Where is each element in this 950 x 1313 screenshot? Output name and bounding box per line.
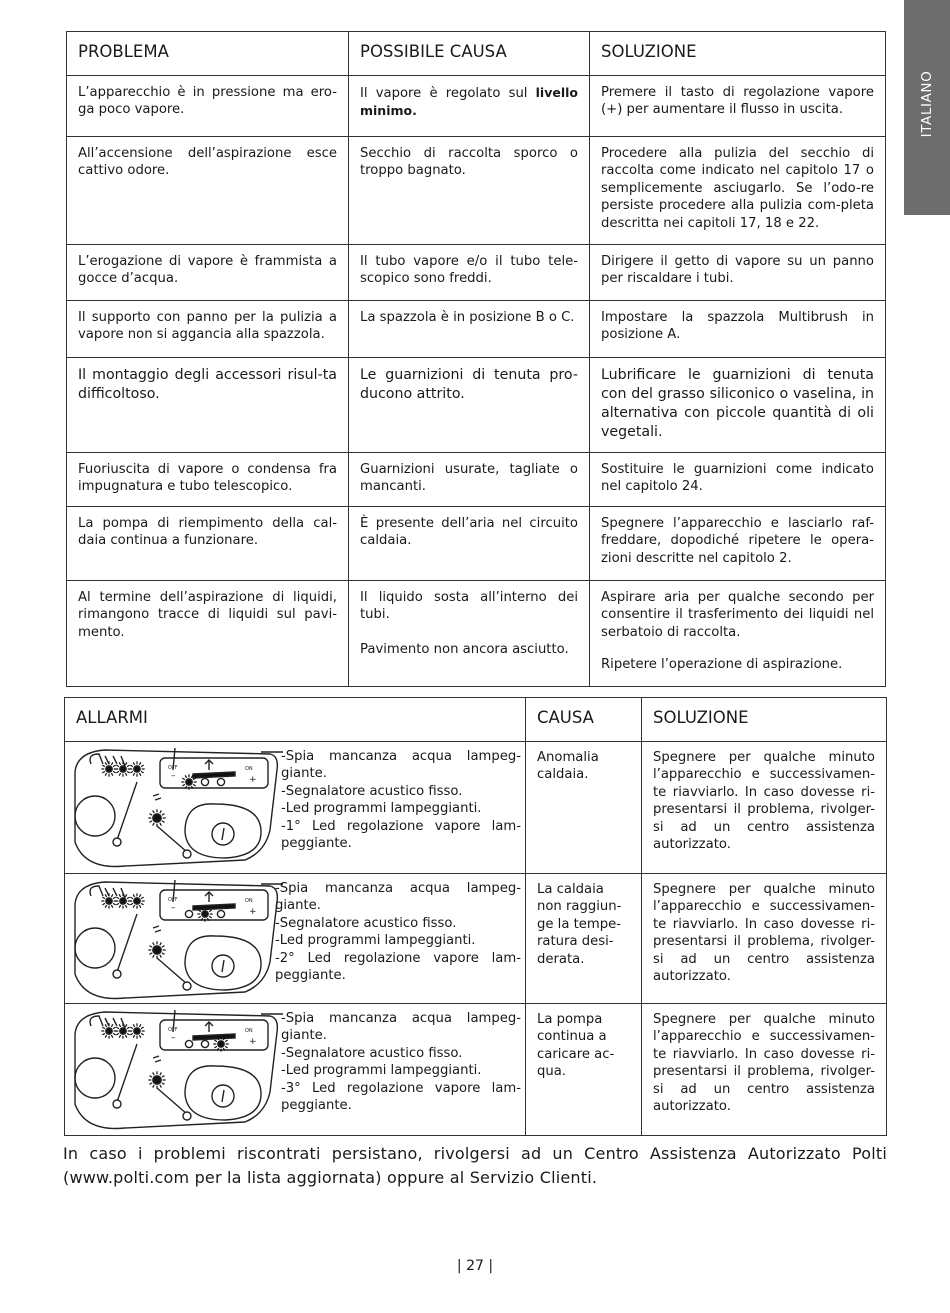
panel-off-label: OFF xyxy=(168,897,178,903)
water-warning-led-ray xyxy=(125,894,127,897)
steam-level-bar xyxy=(193,904,235,910)
alarm-cause-cell: Anomalia caldaia. xyxy=(526,742,642,874)
steam-led xyxy=(185,910,192,917)
water-warning-led-ray xyxy=(102,903,105,905)
cause-text: Il liquido sosta all’interno dei tubi. xyxy=(360,590,578,623)
alarm-row xyxy=(65,742,887,874)
problem-cell: L’apparecchio è in pressione ma ero-ga poco vapore. xyxy=(67,76,349,137)
water-warning-led-ray xyxy=(116,1027,119,1029)
steam-led-blinking-ray xyxy=(225,1046,228,1048)
water-warning-led-ray xyxy=(139,1035,141,1038)
water-warning-led xyxy=(134,766,140,772)
alarm-solution-cell: Spegnere per qualche minuto l’apparecchio e successivamen-te riavviarlo. In caso dovesse ri-presentarsi il problema, rivolger-si ad un centro assistenza autorizzato. xyxy=(642,874,887,1004)
panel-drawing xyxy=(75,880,283,999)
water-warning-led-ray xyxy=(139,905,141,908)
alarm-illustration-cell xyxy=(65,1004,526,1136)
water-warning-led-ray xyxy=(133,1024,135,1027)
panel-minus-label: – xyxy=(171,771,176,781)
program-led-ray xyxy=(162,814,165,816)
alarm-line: -Led programmi lampeggianti. xyxy=(281,801,482,817)
program-led-ray xyxy=(160,955,162,958)
panel-drawing xyxy=(75,748,283,867)
water-warning-led-ray xyxy=(130,1027,133,1029)
header-solution: SOLUZIONE xyxy=(590,32,886,76)
water-warning-led-ray xyxy=(133,894,135,897)
alarms-header-row xyxy=(65,698,887,742)
water-warning-led-ray xyxy=(125,762,127,765)
panel-on-label: ON xyxy=(245,898,253,904)
water-warning-led-ray xyxy=(130,771,133,773)
water-warning-led-ray xyxy=(105,905,107,908)
alarm-line: -Led programmi lampeggianti. xyxy=(281,1063,482,1079)
program-led-ray xyxy=(149,1076,152,1078)
water-warning-led-ray xyxy=(113,897,116,899)
alarm-illustration-cell xyxy=(65,742,526,874)
water-warning-led-ray xyxy=(113,765,116,767)
solution-cell xyxy=(590,581,886,687)
water-warning-led-ray xyxy=(127,897,130,899)
steam-icon xyxy=(205,760,213,770)
water-warning-led-ray xyxy=(105,773,107,776)
water-warning-led-ray xyxy=(113,1027,116,1029)
steam-led-blinking-ray xyxy=(225,1040,228,1042)
program-led-ray xyxy=(153,955,155,958)
solution-cell: Procedere alla pulizia del secchio di raccolta come indicato nel capitolo 17 o semplicemente asciugarlo. Se l’odo-re persiste procedere alla pulizia com-pleta descritta nei capitoli 17, 18 e 22. xyxy=(590,137,886,245)
water-warning-led-ray xyxy=(125,1035,127,1038)
cause-cell xyxy=(349,581,590,687)
left-dial xyxy=(75,796,115,836)
steam-led xyxy=(217,910,224,917)
alarm-line: -2° Led regolazione vapore lam-peggiante. xyxy=(275,950,521,984)
water-warning-led-ray xyxy=(130,765,133,767)
program-led-ray xyxy=(153,810,155,813)
water-warning-led xyxy=(106,898,112,904)
water-warning-led-ray xyxy=(130,903,133,905)
alarm-line: -Spia mancanza acqua lampeg-giante. xyxy=(281,1011,521,1044)
water-warning-led xyxy=(106,1028,112,1034)
water-warning-led xyxy=(106,766,112,772)
footer-note: In caso i problemi riscontrati persistano, rivolgersi ad un Centro Assistenza Autorizzato Polti (www.polti.com per la lista aggiornata) oppure al Servizio Clienti. xyxy=(63,1144,887,1187)
water-warning-led-ray xyxy=(133,905,135,908)
program-led-ray xyxy=(162,1076,165,1078)
steam-led xyxy=(185,1040,192,1047)
alarm-line: -3° Led regolazione vapore lam-peggiante. xyxy=(281,1080,521,1114)
steam-led-blinking xyxy=(202,911,208,917)
panel-drawing xyxy=(75,1010,283,1129)
steam-led-blinking-ray xyxy=(209,910,212,912)
program-led xyxy=(153,814,161,822)
cause-text-2: Pavimento non ancora asciutto. xyxy=(360,641,569,657)
water-warning-led-ray xyxy=(127,903,130,905)
leader-dot xyxy=(183,1112,191,1120)
program-led-ray xyxy=(153,1085,155,1088)
cause-cell: Il tubo vapore e/o il tubo tele-scopico sono freddi. xyxy=(349,245,590,301)
water-warning-led-ray xyxy=(116,771,119,773)
table-row xyxy=(67,301,886,358)
language-tab xyxy=(904,0,950,215)
power-symbol xyxy=(222,828,224,840)
control-panel-illustration xyxy=(65,874,287,1004)
steam-led-blinking-ray xyxy=(214,1046,217,1048)
cause-cell: Il vapore è regolato sul livello minimo. xyxy=(349,76,590,137)
program-led-ray xyxy=(162,1083,165,1085)
table-header-row xyxy=(67,32,886,76)
water-warning-led-ray xyxy=(133,773,135,776)
header-problem: PROBLEMA xyxy=(67,32,349,76)
water-warning-led-ray xyxy=(127,1027,130,1029)
alarm-line: -Segnalatore acustico fisso. xyxy=(281,783,463,799)
solution-text: Aspirare aria per qualche secondo per consentire il trasferimento dei liquidi nel serbatoio di raccolta. xyxy=(601,590,874,640)
program-led-ray xyxy=(153,823,155,826)
alarm-row xyxy=(65,874,887,1004)
steam-led-blinking-ray xyxy=(198,910,201,912)
water-warning-led-ray xyxy=(116,897,119,899)
water-warning-led-ray xyxy=(111,1035,113,1038)
water-warning-led-ray xyxy=(111,894,113,897)
program-led-ray xyxy=(160,810,162,813)
alarm-line: -1° Led regolazione vapore lam-peggiante. xyxy=(281,818,521,852)
water-warning-led-ray xyxy=(102,897,105,899)
water-warning-led-ray xyxy=(113,1033,116,1035)
steam-level-bar xyxy=(193,772,235,778)
table-row xyxy=(67,507,886,581)
left-dial xyxy=(75,928,115,968)
alarm-cause-cell: La caldaia non raggiun-ge la tempe-ratura desi-derata. xyxy=(526,874,642,1004)
water-warning-led-ray xyxy=(119,1024,121,1027)
nozzle-icon xyxy=(153,794,161,800)
problem-cell: L’erogazione di vapore è frammista a gocce d’acqua. xyxy=(67,245,349,301)
water-warning-led-ray xyxy=(139,762,141,765)
leader-dot xyxy=(183,982,191,990)
panel-plus-label: + xyxy=(249,907,257,917)
alarm-description xyxy=(275,880,521,984)
alarm-line: -Spia mancanza acqua lampeg-giante. xyxy=(281,749,521,782)
water-warning-led-ray xyxy=(127,765,130,767)
solution-cell: Lubrificare le guarnizioni di tenuta con del grasso siliconico o vaselina, in alternativa con piccole quantità di oli vegetali. xyxy=(590,358,886,453)
control-panel-illustration xyxy=(65,1004,287,1136)
steam-led-blinking xyxy=(186,779,192,785)
steam-icon xyxy=(205,892,213,902)
water-warning-led-ray xyxy=(141,1027,144,1029)
solution-cell: Spegnere l’apparecchio e lasciarlo raf-freddare, dopodiché ripetere le opera-zioni descritte nel capitolo 2. xyxy=(590,507,886,581)
panel-off-label: OFF xyxy=(168,1027,178,1033)
water-warning-led-ray xyxy=(130,897,133,899)
table-row xyxy=(67,358,886,453)
control-panel-illustration xyxy=(65,742,287,874)
panel-plus-label: + xyxy=(249,775,257,785)
water-warning-led xyxy=(134,898,140,904)
emphasis-text: livello minimo. xyxy=(360,85,578,119)
program-led-ray xyxy=(162,946,165,948)
header-cause: CAUSA xyxy=(526,698,642,742)
water-warning-led-ray xyxy=(141,1033,144,1035)
language-label: ITALIANO xyxy=(919,70,935,138)
solution-cell: Dirigere il getto di vapore su un panno per riscaldare i tubi. xyxy=(590,245,886,301)
program-led-ray xyxy=(160,942,162,945)
header-cause: POSSIBILE CAUSA xyxy=(349,32,590,76)
alarm-solution-cell: Spegnere per qualche minuto l’apparecchio e successivamen-te riavviarlo. In caso dovesse ri-presentarsi il problema, rivolger-si ad un centro assistenza autorizzato. xyxy=(642,742,887,874)
water-warning-led-ray xyxy=(141,771,144,773)
water-warning-led-ray xyxy=(139,1024,141,1027)
panel-off-label: OFF xyxy=(168,765,178,771)
program-led-ray xyxy=(149,821,152,823)
nozzle-icon xyxy=(153,1056,161,1062)
steam-level-bar xyxy=(193,1034,235,1040)
page-number: | 27 | xyxy=(456,1258,494,1274)
table-row xyxy=(67,453,886,507)
header-alarms: ALLARMI xyxy=(65,698,526,742)
water-warning-led-ray xyxy=(133,762,135,765)
leader-dot xyxy=(113,970,121,978)
steam-led-blinking-ray xyxy=(193,784,196,786)
program-led-ray xyxy=(149,953,152,955)
alarm-solution-cell: Spegnere per qualche minuto l’apparecchio e successivamen-te riavviarlo. In caso dovesse ri-presentarsi il problema, rivolger-si ad un centro assistenza autorizzato. xyxy=(642,1004,887,1136)
power-symbol xyxy=(222,1090,224,1102)
leader-line xyxy=(117,914,137,972)
water-warning-led-ray xyxy=(139,894,141,897)
alarm-illustration-cell xyxy=(65,874,526,1004)
panel-minus-label: – xyxy=(171,903,176,913)
solution-cell: Impostare la spazzola Multibrush in posizione A. xyxy=(590,301,886,358)
leader-line xyxy=(157,958,187,984)
leader-line xyxy=(117,1044,137,1102)
alarm-description xyxy=(281,1010,521,1114)
leader-dot xyxy=(113,1100,121,1108)
table-row xyxy=(67,245,886,301)
water-warning-led-ray xyxy=(105,1024,107,1027)
water-warning-led-ray xyxy=(127,1033,130,1035)
cause-cell: Guarnizioni usurate, tagliate o mancanti. xyxy=(349,453,590,507)
panel-on-label: ON xyxy=(245,1028,253,1034)
cause-cell: La spazzola è in posizione B o C. xyxy=(349,301,590,358)
water-warning-led-ray xyxy=(102,765,105,767)
water-warning-led-ray xyxy=(113,771,116,773)
water-warning-led-ray xyxy=(141,903,144,905)
water-warning-led-ray xyxy=(102,771,105,773)
water-warning-led xyxy=(120,898,126,904)
water-warning-led-ray xyxy=(130,1033,133,1035)
steam-led xyxy=(201,1040,208,1047)
problem-cell: Il montaggio degli accessori risul-ta difficoltoso. xyxy=(67,358,349,453)
alarm-line: -Segnalatore acustico fisso. xyxy=(275,915,457,931)
program-led-ray xyxy=(149,946,152,948)
water-warning-led-ray xyxy=(119,894,121,897)
water-warning-led-ray xyxy=(125,905,127,908)
header-solution: SOLUZIONE xyxy=(642,698,887,742)
water-warning-led-ray xyxy=(139,773,141,776)
alarm-row xyxy=(65,1004,887,1136)
panel-on-label: ON xyxy=(245,766,253,772)
water-warning-led-ray xyxy=(141,765,144,767)
steam-led-blinking-ray xyxy=(185,775,187,778)
water-warning-led-ray xyxy=(113,903,116,905)
table-row xyxy=(67,581,886,687)
alarm-line: -Led programmi lampeggianti. xyxy=(275,933,476,949)
solution-cell: Premere il tasto di regolazione vapore (+) per aumentare il flusso in uscita. xyxy=(590,76,886,137)
problem-cell: Al termine dell’aspirazione di liquidi, rimangono tracce di liquidi sul pavi-mento. xyxy=(67,581,349,687)
problem-cell: La pompa di riempimento della cal-daia continua a funzionare. xyxy=(67,507,349,581)
program-led-ray xyxy=(149,814,152,816)
water-warning-led-ray xyxy=(116,765,119,767)
steam-led-blinking-ray xyxy=(182,784,185,786)
water-warning-led-ray xyxy=(105,894,107,897)
alarm-line: -Segnalatore acustico fisso. xyxy=(281,1045,463,1061)
program-led-ray xyxy=(162,953,165,955)
power-symbol xyxy=(222,960,224,972)
program-led-ray xyxy=(153,1072,155,1075)
leader-dot xyxy=(113,838,121,846)
water-warning-led-ray xyxy=(133,1035,135,1038)
table-row xyxy=(67,137,886,245)
water-warning-led-ray xyxy=(119,762,121,765)
solution-text-2: Ripetere l’operazione di aspirazione. xyxy=(601,657,843,673)
leader-line xyxy=(157,826,187,852)
leader-line xyxy=(117,782,137,840)
steam-icon xyxy=(205,1022,213,1032)
steam-led-blinking-ray xyxy=(182,778,185,780)
program-led-ray xyxy=(160,823,162,826)
water-warning-led-ray xyxy=(127,771,130,773)
water-warning-led-ray xyxy=(119,773,121,776)
steam-led-blinking-ray xyxy=(198,916,201,918)
water-warning-led-ray xyxy=(141,897,144,899)
cause-cell: Le guarnizioni di tenuta pro-ducono attrito. xyxy=(349,358,590,453)
steam-led xyxy=(217,778,224,785)
water-warning-led-ray xyxy=(111,905,113,908)
water-warning-led-ray xyxy=(116,903,119,905)
leader-line xyxy=(157,1088,187,1114)
steam-led xyxy=(201,778,208,785)
program-led-ray xyxy=(149,1083,152,1085)
water-warning-led xyxy=(120,1028,126,1034)
alarm-cause-cell: La pompa continua a caricare ac-qua. xyxy=(526,1004,642,1136)
water-warning-led xyxy=(120,766,126,772)
table-row xyxy=(67,76,886,137)
program-led-ray xyxy=(160,1085,162,1088)
water-warning-led-ray xyxy=(125,773,127,776)
alarm-line: -Spia mancanza acqua lampeg-giante. xyxy=(275,881,521,914)
water-warning-led-ray xyxy=(125,1024,127,1027)
problem-cell: All’accensione dell’aspirazione esce cattivo odore. xyxy=(67,137,349,245)
troubleshooting-table xyxy=(66,31,886,687)
problem-cell: Il supporto con panno per la pulizia a vapore non si aggancia alla spazzola. xyxy=(67,301,349,358)
water-warning-led xyxy=(134,1028,140,1034)
steam-led-blinking-ray xyxy=(209,916,212,918)
water-warning-led-ray xyxy=(119,905,121,908)
panel-minus-label: – xyxy=(171,1033,176,1043)
program-led-ray xyxy=(153,942,155,945)
water-warning-led-ray xyxy=(105,1035,107,1038)
solution-cell: Sostituire le guarnizioni come indicato nel capitolo 24. xyxy=(590,453,886,507)
water-warning-led-ray xyxy=(111,773,113,776)
water-warning-led-ray xyxy=(102,1027,105,1029)
problem-cell: Fuoriuscita di vapore o condensa fra impugnatura e tubo telescopico. xyxy=(67,453,349,507)
alarms-table xyxy=(64,697,887,1136)
alarm-description xyxy=(281,748,521,852)
water-warning-led-ray xyxy=(111,1024,113,1027)
steam-led-blinking xyxy=(218,1041,224,1047)
water-warning-led-ray xyxy=(105,762,107,765)
water-warning-led-ray xyxy=(111,762,113,765)
nozzle-icon xyxy=(153,926,161,932)
panel-plus-label: + xyxy=(249,1037,257,1047)
cause-cell: Secchio di raccolta sporco o troppo bagnato. xyxy=(349,137,590,245)
water-warning-led-ray xyxy=(116,1033,119,1035)
program-led xyxy=(153,946,161,954)
program-led-ray xyxy=(160,1072,162,1075)
steam-led-blinking-ray xyxy=(214,1040,217,1042)
program-led xyxy=(153,1076,161,1084)
leader-dot xyxy=(183,850,191,858)
program-led-ray xyxy=(162,821,165,823)
left-dial xyxy=(75,1058,115,1098)
water-warning-led-ray xyxy=(102,1033,105,1035)
cause-cell: È presente dell’aria nel circuito caldaia. xyxy=(349,507,590,581)
water-warning-led-ray xyxy=(119,1035,121,1038)
